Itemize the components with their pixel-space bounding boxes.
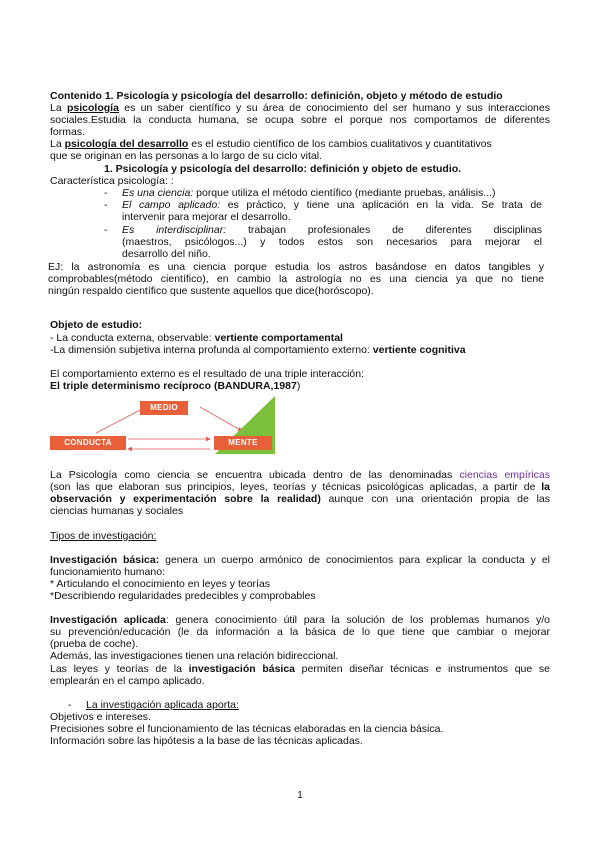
box-mente: MENTE xyxy=(214,436,272,450)
paragraph-line: La Psicología como ciencia se encuentra ubicada dentro de las denominadas ciencias empíricas xyxy=(50,469,550,481)
aporta-heading: La investigación aplicada aporta: xyxy=(86,699,239,711)
paragraph-line: ningún respaldo científico que sustente aquellos que dice(horóscopo). xyxy=(48,285,374,297)
bullet-item-cont: (maestros, psicólogos...) y todos estos son necesarios para mejorar el xyxy=(122,236,542,248)
triple-heading: El triple determinismo recíproco (BANDURA,1987) xyxy=(50,380,301,392)
bullet-item: El campo aplicado: es práctico, y tiene una aplicación en la vida. Se trata de xyxy=(122,199,542,211)
paragraph-line: Además, las investigaciones tienen una relación bidireccional. xyxy=(50,650,339,662)
list-item: *Describiendo regularidades predecibles y comprobables xyxy=(50,590,316,602)
list-item: Información sobre las hipótesis a la base de las técnicas aplicadas. xyxy=(50,735,363,747)
paragraph-line: funcionamiento humano: xyxy=(50,566,165,578)
list-item: * Articulando el conocimiento en leyes y teorías xyxy=(50,578,271,590)
objeto-item: - La conducta externa, observable: vertiente comportamental xyxy=(50,332,343,344)
arrow-conducta-medio xyxy=(96,407,146,433)
paragraph-line: La psicología del desarrollo es el estudio científico de los cambios cualitativos y cuantitativos xyxy=(50,138,492,150)
paragraph-line: Las leyes y teorías de la investigación básica permiten diseñar técnicas e instrumentos que se xyxy=(50,663,550,675)
bullet-item: Es una ciencia: porque utiliza el método científico (mediante pruebas, análisis...) xyxy=(122,187,496,199)
paragraph-line: La psicología es un saber científico y su área de conocimiento del ser humano y sus interacciones xyxy=(50,102,550,114)
paragraph-line: formas. xyxy=(50,126,86,138)
bullet-dash: - xyxy=(68,699,72,711)
caracteristica-label: Característica psicología: : xyxy=(50,175,174,187)
paragraph-line: comprobables(método científico), en cambio la astrología no es una ciencia ya que no tiene xyxy=(48,273,544,285)
term-psicologia: psicología xyxy=(67,102,119,114)
paragraph-line: EJ: la astronomía es una ciencia porque estudia los astros basándose en datos tangibles y xyxy=(48,261,544,273)
paragraph-line: Investigación aplicada: genera conocimiento útil para la solución de los problemas humanos y/o xyxy=(50,614,550,626)
bullet-item-cont: desarrollo del niño. xyxy=(122,248,211,260)
term-psicologia-desarrollo: psicología del desarrollo xyxy=(64,138,189,150)
bullet-item: Es interdisciplinar: trabajan profesionales de diferentes disciplinas xyxy=(122,224,542,236)
section-heading: Contenido 1. Psicología y psicología del desarrollo: definición, objeto y método de estudio xyxy=(50,90,503,102)
box-conducta: CONDUCTA xyxy=(50,436,126,450)
list-item: Precisiones sobre el funcionamiento de las técnicas elaboradas en la ciencia básica. xyxy=(50,723,444,735)
paragraph-line: ciencias humanas y sociales xyxy=(50,505,184,517)
bullet-dash: - xyxy=(104,187,108,199)
bullet-dash: - xyxy=(104,199,108,211)
link-ciencias-empiricas[interactable]: ciencias empíricas xyxy=(459,469,550,481)
bullet-dash: - xyxy=(104,224,108,236)
paragraph-line: (son las que elaboran sus principios, leyes, teorías y técnicas psicológicas aplicadas, a partir de la xyxy=(50,481,550,493)
paragraph-line: que se originan en las personas a lo largo de su ciclo vital. xyxy=(50,150,322,162)
list-item: Objetivos e intereses. xyxy=(50,711,151,723)
paragraph-line: (prueba de coche). xyxy=(50,638,139,650)
subsection-heading: 1. Psicología y psicología del desarrollo: definición y objeto de estudio. xyxy=(104,163,462,175)
paragraph-line: su prevención/educación (le da información a la básica de lo que tiene que cambiar o mejorar xyxy=(50,626,550,638)
page-number: 1 xyxy=(297,790,303,801)
objeto-heading: Objeto de estudio: xyxy=(50,319,143,331)
paragraph-line: Investigación básica: genera un cuerpo armónico de conocimientos para explicar la conducta y el xyxy=(50,554,550,566)
box-medio: MEDIO xyxy=(140,401,188,415)
tipos-heading: Tipos de investigación: xyxy=(50,530,157,542)
objeto-item: -La dimensión subjetiva interna profunda al comportamiento externo: vertiente cognitiva xyxy=(50,344,466,356)
bullet-item-cont: intervenir para mejorar el desarrollo. xyxy=(122,211,291,223)
paragraph-line: observación y experimentación sobre la realidad) aunque con una orientación propia de las xyxy=(50,493,550,505)
paragraph-line: sociales.Estudia la conducta humana, se ocupa sobre el porque nos comportamos de diferentes xyxy=(50,114,550,126)
paragraph-line: El comportamiento externo es el resultado de una triple interacción: xyxy=(50,368,365,380)
paragraph-line: emplearán en el campo aplicado. xyxy=(50,675,205,687)
